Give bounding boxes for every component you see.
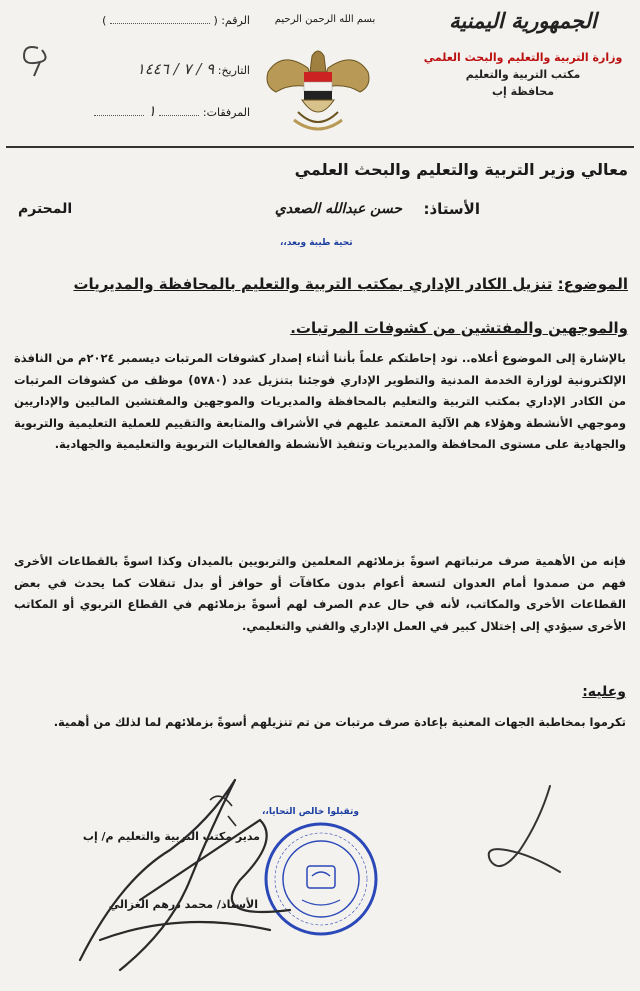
date-label: التاريخ: [217,64,250,77]
basmala: بسم الله الرحمن الرحيم [274,14,376,25]
closing-line: وتقبلوا خالص التحايا،، [262,807,359,817]
governorate-name: محافظة إب [491,85,555,98]
ref-label: الرقم: ( [213,14,250,27]
body-paragraph-3: تكرموا بمخاطبة الجهات المعنية بإعادة صرف مرتبات من تم تنزيلهم أسوةً بزملائهم لما لذلك من أهمية. [53,715,626,729]
handwritten-flourish-icon [480,780,570,890]
signature-scribble-icon [60,760,320,980]
therefore-heading: وعليه: [582,684,626,700]
office-name: مكتب التربية والتعليم [465,68,581,81]
ref-close: ) [102,14,107,27]
greeting: تحية طيبة وبعد،، [280,238,353,248]
addressee-title: معالي وزير التربية والتعليم والبحث العلمي [294,160,628,179]
subject-label: الموضوع: [557,275,628,293]
subject-line [12,262,628,350]
date-value: ٩ / ٧ / ١٤٤٦ [136,60,215,78]
signatory-title: مدير مكتب التربية والتعليم م/ إب [82,830,260,843]
ustaz-label: الأستاذ: [423,200,480,218]
letterhead [418,8,628,98]
signatory-name: الأستاذ/ محمد درهم الغزالي [108,898,258,911]
header-divider [6,146,634,148]
republic-title: الجمهورية اليمنية [449,8,597,33]
subject-text: تنزيل الكادر الإداري بمكتب التربية والتعليم بالمحافظة والمديريات والموجهين والمفتشين من كشوفات المرتبات. [73,275,628,337]
eagle-emblem-icon [262,42,374,138]
attachments-value: ١ [147,102,156,120]
body-paragraph-2: فإنه من الأهمية صرف مرتباتهم اسوةً بزملائهم المعلمين والتربويين بالميدان وكذا اسوةً بالقطاعات الأخرى فهم من صمدوا أمام العدوان لتسعة أعوام بدون مكافآت أو حوافز أو بدل تنقلات كما يحدث في بعض القطاعات الأخرى والمكاتب، لأنه في حال عدم الصرف لهم أسوةً بزملائهم في القطاع التربوي أو المكاتب الأخرى سيؤدي إلى إختلال كبير في العمل الإداري والفني والتعليمي. [14,554,626,633]
ministry-name: وزارة التربية والتعليم والبحث العلمي [423,51,623,64]
handwritten-mark-icon [10,40,80,80]
body-paragraph-1: بالإشارة إلى الموضوع أعلاه.. نود إحاطتكم علماً بأننا أثناء إصدار كشوفات المرتبات ديسمبر ٢٠٢٤م من النافذة الإلكترونية لوزارة الخدمة المدنية والتطوير الإداري فوجئنا بتنزيل عدد (٥٧٨٠) موظف من كشوفات المرتبات من الكادر الإداري بمكتب التربية والتعليم بالمحافظة والمديريات والموجهين والمفتشين الماليين والإداريين وموجهي الأنشطة وهؤلاء هم الآلية المعتمد عليهم في الأشراف والمتابعة والتقييم للعملية التعليمية والتربوية والجهادية على مستوى المحافظة والمديريات وتنفيذ الأنشطة والفعاليات التربوية والتعليمية والجهادية. [14,351,626,452]
respect-label: المحترم [18,201,73,217]
attachments-label: المرفقات: [202,106,250,119]
ustaz-name: حسن عبدالله الصعدي [274,201,402,217]
